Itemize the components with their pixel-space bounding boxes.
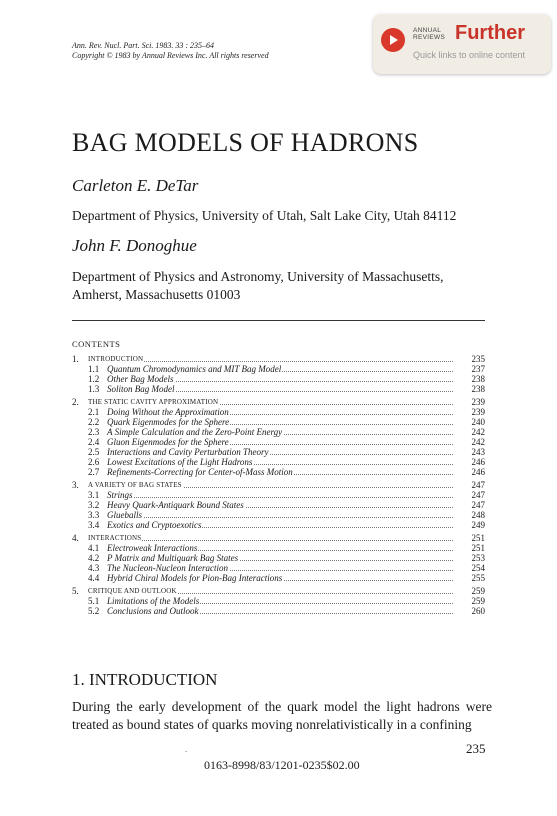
toc-title-text: Soliton Bag Model <box>107 384 175 394</box>
toc-title-text: Strings <box>107 490 133 500</box>
toc-title-text: Other Bag Models <box>107 374 174 384</box>
toc-subsection <box>72 407 485 417</box>
play-icon <box>381 28 405 52</box>
toc-title-text: Conclusions and Outlook <box>107 606 199 616</box>
toc-title <box>107 606 453 616</box>
toc-title-text: Refinements-Correcting for Center-of-Mass Motion <box>107 467 293 477</box>
toc-subsection <box>72 437 485 447</box>
toc-subsection <box>72 563 485 573</box>
toc-number: 4.2 <box>88 553 100 563</box>
logo-reviews: REVIEWS <box>413 34 446 41</box>
toc-subsection <box>72 374 485 384</box>
toc-subsection <box>72 490 485 500</box>
toc-subsection <box>72 606 485 616</box>
toc-title <box>107 573 453 583</box>
copyright-line: Copyright © 1983 by Annual Reviews Inc. All rights reserved <box>72 51 269 60</box>
toc-subsection <box>72 510 485 520</box>
section-heading: 1. INTRODUCTION <box>72 670 218 689</box>
toc-title <box>107 543 453 553</box>
author-name: Carleton E. DeTar <box>72 176 199 195</box>
further-label: Further <box>455 22 525 44</box>
toc-title <box>107 374 453 384</box>
toc-title <box>88 586 453 596</box>
toc-number: 4.3 <box>88 563 100 573</box>
toc-title-text: INTRODUCTION <box>88 355 144 363</box>
toc-page: 239 <box>471 407 485 417</box>
page-number: 235 <box>466 741 486 756</box>
toc-number: 1.2 <box>88 374 100 384</box>
toc-title-text: Hybrid Chiral Models for Pion-Bag Interactions <box>107 573 283 583</box>
toc-title-text: Exotics and Cryptoexotics <box>107 520 202 530</box>
toc-section <box>72 586 485 596</box>
toc-number: 2.1 <box>88 407 100 417</box>
toc-page: 255 <box>471 573 485 583</box>
toc-page: 254 <box>471 563 485 573</box>
toc-number: 3.2 <box>88 500 100 510</box>
further-badge[interactable] <box>373 14 551 74</box>
toc-title-text: The Nucleon-Nucleon Interaction <box>107 563 228 573</box>
toc-number: 1. <box>72 354 79 364</box>
toc-section <box>72 354 485 364</box>
toc-title <box>107 447 453 457</box>
toc-page: 248 <box>471 510 485 520</box>
toc-number: 2. <box>72 397 79 407</box>
toc-number: 2.2 <box>88 417 100 427</box>
toc-number: 4. <box>72 533 79 543</box>
toc-title <box>107 520 453 530</box>
toc-number: 4.1 <box>88 543 100 553</box>
toc-number: 4.4 <box>88 573 100 583</box>
toc-number: 2.6 <box>88 457 100 467</box>
author-affiliation: Department of Physics and Astronomy, University of Massachusetts, Amherst, Massachusetts 01003 <box>72 269 444 302</box>
annual-reviews-logo <box>413 27 445 41</box>
body-paragraph: During the early development of the quark model the light hadrons were treated as bound states of quarks moving nonrelativistically in a confining <box>72 699 492 732</box>
further-subtitle: Quick links to online content <box>413 50 526 60</box>
citation-line: Ann. Rev. Nucl. Part. Sci. 1983. 33 : 235–64 <box>72 41 215 50</box>
contents-heading: CONTENTS <box>72 339 121 349</box>
toc-title-text: A Simple Calculation and the Zero-Point Energy <box>107 427 283 437</box>
toc-page: 239 <box>471 397 485 407</box>
stray-mark: . <box>185 744 188 754</box>
toc-page: 247 <box>471 480 485 490</box>
toc-page: 251 <box>471 543 485 553</box>
toc-title-text: Doing Without the Approximation <box>107 407 229 417</box>
toc-subsection <box>72 500 485 510</box>
toc-title <box>107 563 453 573</box>
toc-number: 2.7 <box>88 467 100 477</box>
toc-subsection <box>72 417 485 427</box>
toc-page: 246 <box>471 457 485 467</box>
toc-subsection <box>72 447 485 457</box>
toc-title-text: Quantum Chromodynamics and MIT Bag Model <box>107 364 282 374</box>
toc-number: 3.1 <box>88 490 100 500</box>
toc-title <box>107 500 453 510</box>
toc-page: 249 <box>471 520 485 530</box>
toc-page: 247 <box>471 500 485 510</box>
toc-number: 3. <box>72 480 79 490</box>
toc-subsection <box>72 467 485 477</box>
toc-number: 1.3 <box>88 384 100 394</box>
toc-title <box>107 417 453 427</box>
toc-number: 2.4 <box>88 437 100 447</box>
toc-subsection <box>72 384 485 394</box>
toc-number: 3.4 <box>88 520 100 530</box>
toc-section <box>72 397 485 407</box>
toc-number: 5. <box>72 586 79 596</box>
toc-title <box>107 384 453 394</box>
toc-title-text: Limitations of the Models <box>107 596 200 606</box>
toc-number: 5.1 <box>88 596 100 606</box>
toc-number: 5.2 <box>88 606 100 616</box>
toc-title <box>107 490 453 500</box>
table-of-contents <box>72 354 485 616</box>
toc-title-text: Lowest Excitations of the Light Hadrons <box>107 457 253 467</box>
divider <box>72 320 485 321</box>
toc-number: 2.5 <box>88 447 100 457</box>
toc-title-text: Heavy Quark-Antiquark Bound States <box>107 500 244 510</box>
toc-title <box>88 480 453 490</box>
toc-title <box>107 510 453 520</box>
toc-number: 3.3 <box>88 510 100 520</box>
toc-subsection <box>72 457 485 467</box>
toc-title <box>107 596 453 606</box>
toc-page: 243 <box>471 447 485 457</box>
toc-page: 247 <box>471 490 485 500</box>
toc-title <box>107 457 453 467</box>
toc-subsection <box>72 573 485 583</box>
toc-page: 235 <box>471 354 485 364</box>
toc-title-text: A VARIETY OF BAG STATES <box>88 481 182 489</box>
toc-title-text: Gluon Eigenmodes for the Sphere <box>107 437 229 447</box>
toc-subsection <box>72 520 485 530</box>
toc-title <box>107 407 453 417</box>
toc-subsection <box>72 553 485 563</box>
toc-page: 237 <box>471 364 485 374</box>
toc-page: 246 <box>471 467 485 477</box>
author-affiliation: Department of Physics, University of Utah, Salt Lake City, Utah 84112 <box>72 208 457 223</box>
toc-title <box>107 364 453 374</box>
toc-page: 259 <box>471 586 485 596</box>
toc-title <box>107 427 453 437</box>
toc-subsection <box>72 364 485 374</box>
toc-title-text: Electroweak Interactions <box>107 543 198 553</box>
toc-title <box>107 437 453 447</box>
toc-title-text: Interactions and Cavity Perturbation Theory <box>107 447 269 457</box>
toc-title-text: THE STATIC CAVITY APPROXIMATION <box>88 398 219 406</box>
toc-page: 238 <box>471 374 485 384</box>
toc-section <box>72 533 485 543</box>
toc-subsection <box>72 543 485 553</box>
toc-subsection <box>72 596 485 606</box>
toc-title-text: Glueballs <box>107 510 142 520</box>
issn-line: 0163-8998/83/1201-0235$02.00 <box>204 758 360 772</box>
logo-annual: ANNUAL <box>413 27 442 34</box>
toc-page: 251 <box>471 533 485 543</box>
toc-title-text: INTERACTIONS <box>88 534 142 542</box>
toc-title-text: P Matrix and Multiquark Bag States <box>107 553 239 563</box>
paper-title: BAG MODELS OF HADRONS <box>72 128 419 157</box>
toc-title <box>88 354 453 364</box>
toc-title <box>107 553 453 563</box>
toc-page: 259 <box>471 596 485 606</box>
author-name: John F. Donoghue <box>72 236 197 255</box>
toc-title-text: Quark Eigenmodes for the Sphere <box>107 417 230 427</box>
toc-title <box>107 467 453 477</box>
toc-number: 1.1 <box>88 364 100 374</box>
toc-page: 240 <box>471 417 485 427</box>
toc-page: 260 <box>471 606 485 616</box>
toc-page: 238 <box>471 384 485 394</box>
toc-subsection <box>72 427 485 437</box>
toc-title <box>88 533 453 543</box>
toc-page: 253 <box>471 553 485 563</box>
toc-section <box>72 480 485 490</box>
toc-page: 242 <box>471 427 485 437</box>
toc-number: 2.3 <box>88 427 100 437</box>
toc-title-text: CRITIQUE AND OUTLOOK <box>88 587 177 595</box>
toc-title <box>88 397 453 407</box>
toc-page: 242 <box>471 437 485 447</box>
journal-citation <box>72 41 269 61</box>
